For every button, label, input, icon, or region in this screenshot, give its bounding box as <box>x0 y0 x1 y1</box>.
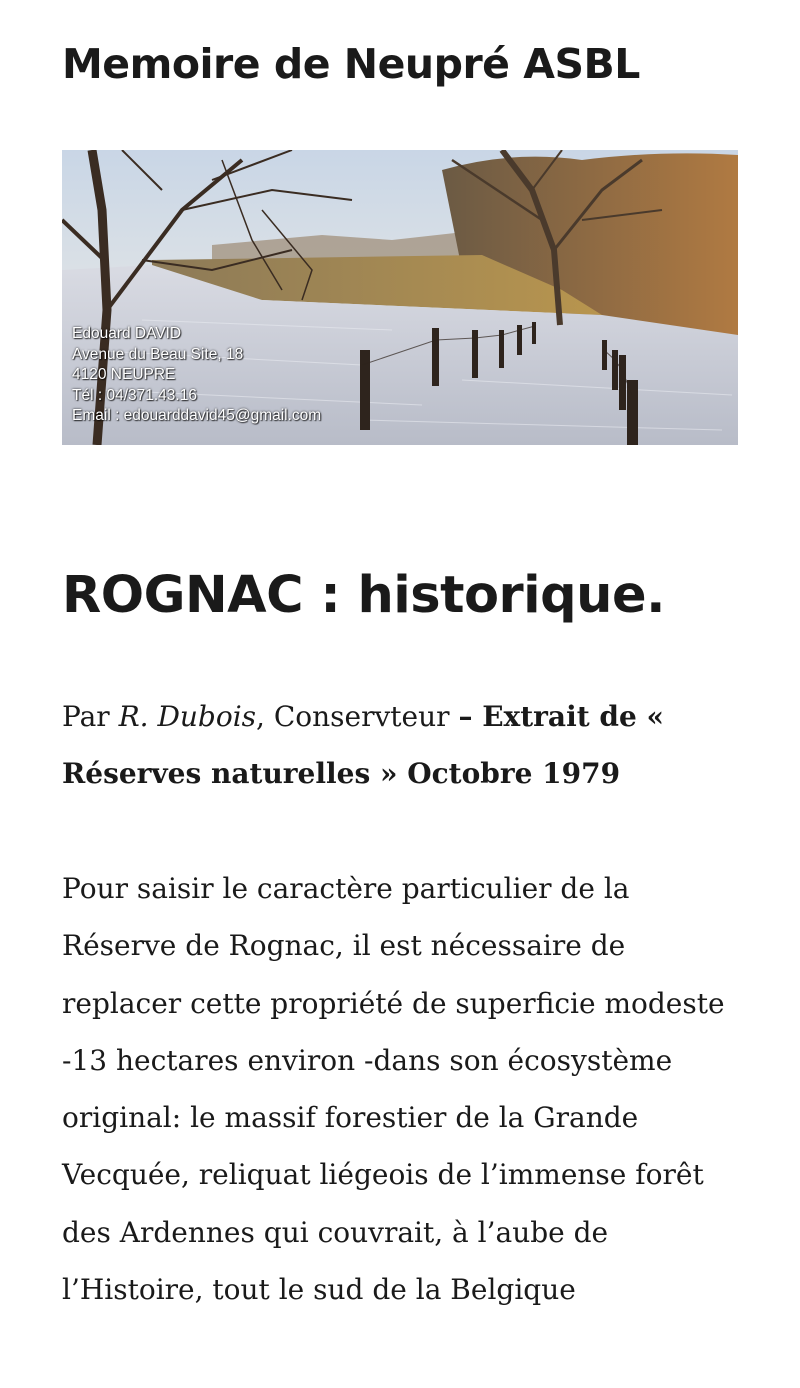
article-byline <box>62 688 752 802</box>
byline-role: , Conservteur <box>256 700 459 733</box>
byline-source: – Extrait de « Réserves naturelles » Octobre 1979 <box>62 700 665 790</box>
header-banner-image <box>62 150 738 445</box>
contact-phone: Tél : 04/371.43.16 <box>72 386 197 404</box>
article-title: ROGNAC : historique. <box>62 566 665 625</box>
contact-city: 4120 NEUPRE <box>72 366 176 383</box>
site-title[interactable]: Memoire de Neupré ASBL <box>62 40 640 88</box>
byline-prefix: Par <box>62 700 119 733</box>
contact-name: Edouard DAVID <box>72 325 182 342</box>
article-paragraph: Pour saisir le caractère particulier de la Réserve de Rognac, il est nécessaire de replacer cette propriété de superficie modeste -13 hectares environ -dans son écosystème original: le massif forestier de la Grande Vecquée, reliquat liégeois de l’immense forêt des Ardennes qui couvrait, à l’aube de l’Histoire, tout le sud de la Belgique <box>62 872 725 1307</box>
contact-email: Email : edouarddavid45@gmail.com <box>72 407 322 424</box>
contact-address: Avenue du Beau Site, 18 <box>72 345 244 363</box>
byline-author: R. Dubois <box>118 700 257 733</box>
contact-info <box>72 324 321 427</box>
